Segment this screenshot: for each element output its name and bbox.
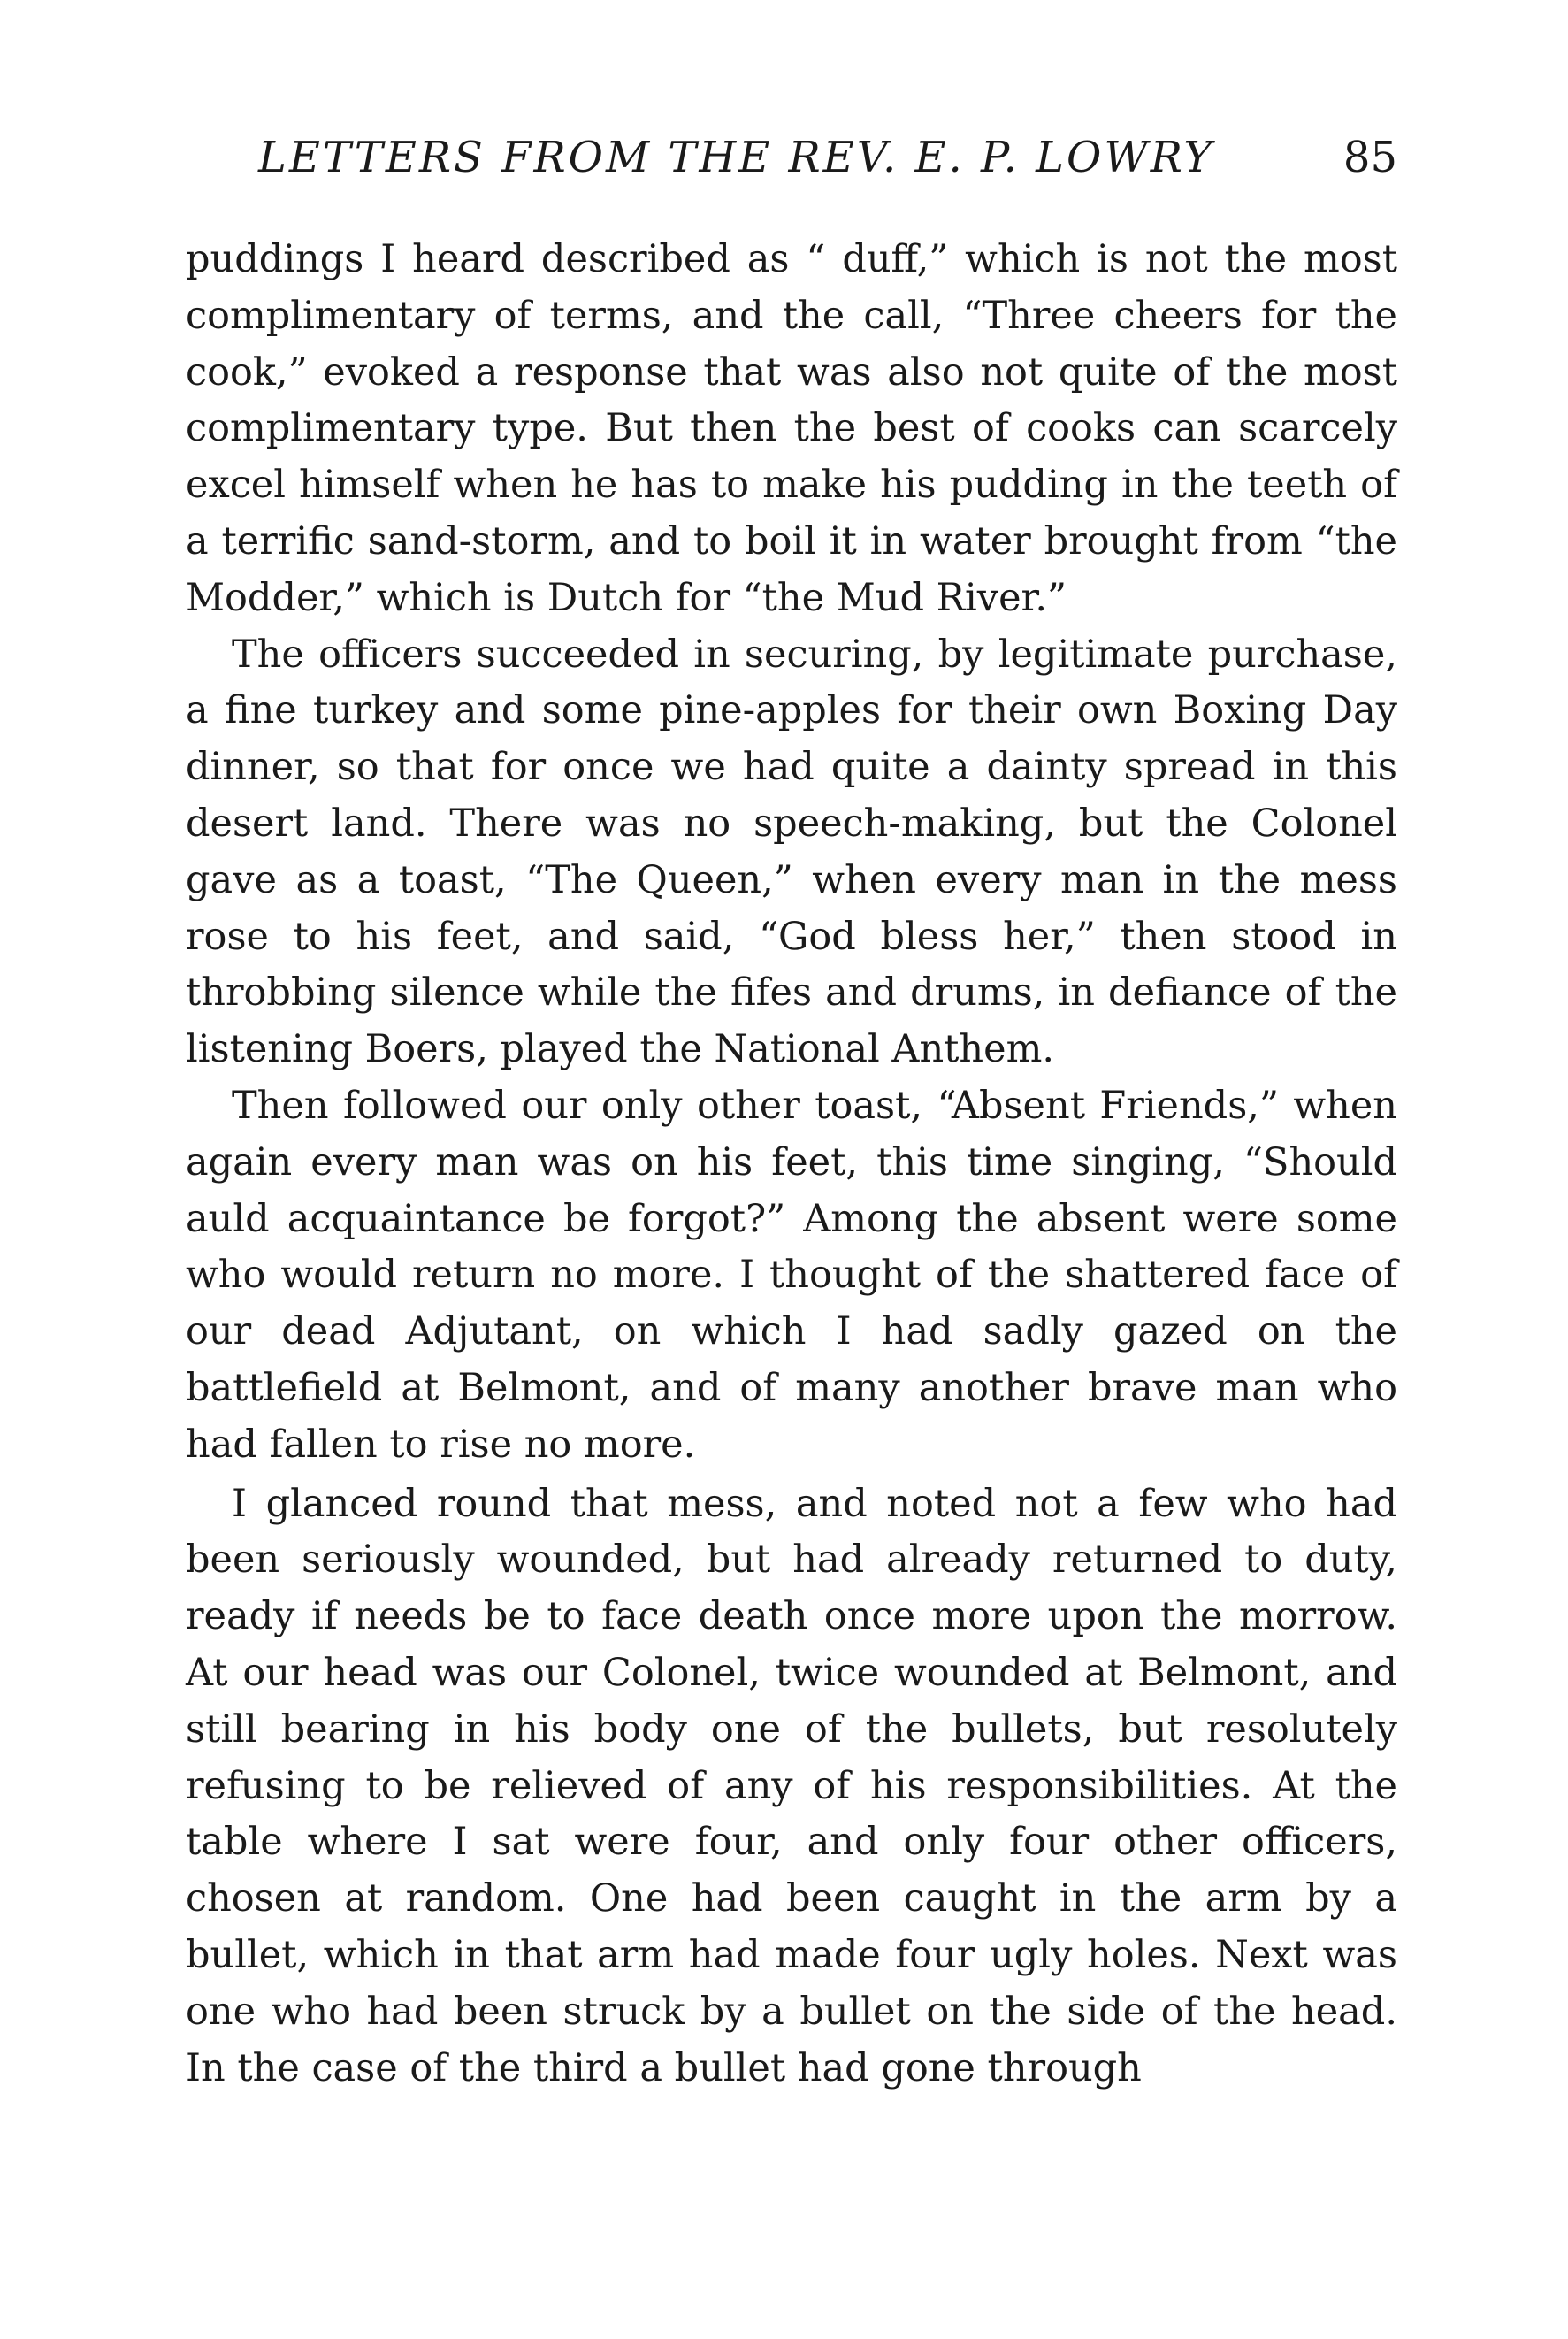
paragraph-mess-wounded: I glanced round that mess, and noted not a few who had been seriously wounded, but had already returned to duty, ready if needs be to face death once more upon the morrow. At our head was our Colonel, twice wounded at Belmont, and still bearing in his body one of the bullets, but resolutely refusing to be relieved of any of his responsibilities. At the table where I sat were four, and only four other officers, chosen at random. One had been caught in the arm by a bullet, which in that arm had made four ugly holes. Next was one who had been struck by a bullet on the side of the head. In the case of the third a bullet had gone through (186, 1481, 1397, 2090)
page-number: 85 (1342, 133, 1397, 182)
paragraph-continued: puddings I heard described as “ duff,” which is not the most complimentary of terms, and the call, “Three cheers for the cook,” evoked a response that was also not quite of the most complimentary type. But then the best of cooks can scarcely excel himself when he has to make his pudding in the teeth of a terrific sand-storm, and to boil it in water brought from “the Modder,” which is Dutch for “the Mud River.” (186, 237, 1397, 620)
body-text (186, 232, 1397, 2097)
running-title: LETTERS FROM THE REV. E. P. LOWRY (258, 133, 1215, 182)
paragraph-absent-friends: Then followed our only other toast, “Absent Friends,” when again every man was on his feet, this time singing, “Should auld acquaintance be forgot?” Among the absent were some who would return no more. I thought of the shattered face of our dead Adjutant, on which I had sadly gazed on the battlefield at Belmont, and of many another brave man who had fallen to rise no more. (186, 1083, 1397, 1467)
paragraph-officers-dinner: The officers succeeded in securing, by legitimate purchase, a fine turkey and some pine-apples for their own Boxing Day dinner, so that for once we had quite a dainty spread in this desert land. There was no speech-making, but the Colonel gave as a toast, “The Queen,” when every man in the mess rose to his feet, and said, “God bless her,” then stood in throbbing silence while the fifes and drums, in defiance of the listening Boers, played the National Anthem. (186, 632, 1397, 1072)
running-head (186, 133, 1397, 203)
